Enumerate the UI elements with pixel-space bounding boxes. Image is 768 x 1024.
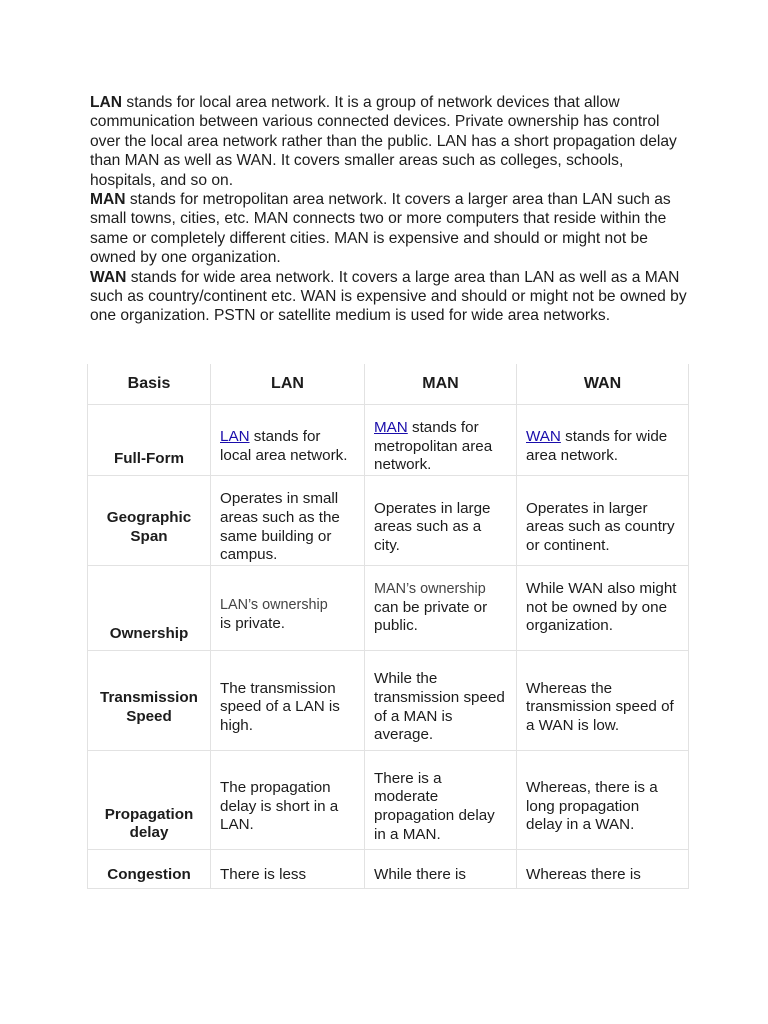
man-term: MAN <box>90 191 126 209</box>
man-ownership-value: can be private or public. <box>374 598 488 635</box>
table-row-propagation-delay <box>88 765 689 849</box>
row-spacer <box>88 475 689 490</box>
table-row-congestion <box>88 864 689 889</box>
man-ownership-label: MAN’s ownership <box>374 581 486 598</box>
lan-term: LAN <box>90 94 123 111</box>
lan-ownership-value: is private. <box>220 615 285 633</box>
comparison-table <box>87 364 689 889</box>
man-description: stands for metropolitan area network. It covers a larger area than LAN such as small towns, cities, etc. MAN connects two or more computers that reside within the same or completely different cities. MAN is expensive and should or might not be owned by one organization. <box>90 191 671 267</box>
wan-term: WAN <box>90 268 127 286</box>
lan-ownership-label: LAN’s ownership <box>220 597 328 614</box>
lan-description: stands for local area network. It is a group of network devices that allow communication between various connected devices. Private ownership has control over the local area network rather than the public. LAN has a short propagation delay than MAN as well as WAN. It covers smaller areas such as colleges, schools, hospitals, and so on. <box>90 94 677 189</box>
cell-man-speed: While the transmission speed of a MAN is average. <box>365 665 517 751</box>
header-wan: WAN <box>517 364 689 405</box>
row-spacer <box>88 751 689 766</box>
basis-full-form: Full-Form <box>88 419 211 475</box>
wan-description: stands for wide area network. It covers a large area than LAN as well as a MAN such as country/continent etc. WAN is expensive and should or might not be owned by one organization. PSTN or satellite medium is used for wide area networks. <box>90 268 687 325</box>
man-full-form-text: stands for metropolitan area network. <box>374 419 493 474</box>
cell-lan-congestion: There is less <box>211 864 365 889</box>
wan-full-form-text: stands for wide area network. <box>526 428 668 464</box>
header-man: MAN <box>365 364 517 405</box>
cell-man-full-form <box>365 419 517 475</box>
row-spacer <box>88 849 689 864</box>
wan-link[interactable]: WAN <box>526 428 561 446</box>
basis-congestion: Congestion <box>88 864 211 889</box>
cell-wan-geographic: Operates in larger areas such as country or continent. <box>517 490 689 566</box>
table-header-row <box>88 364 689 405</box>
lan-link[interactable]: LAN <box>220 428 250 446</box>
wan-paragraph <box>90 268 690 326</box>
cell-man-ownership <box>365 580 517 650</box>
basis-transmission-speed: Transmission Speed <box>88 665 211 751</box>
cell-man-delay: There is a moderate propagation delay in a MAN. <box>365 765 517 849</box>
man-paragraph <box>90 190 690 268</box>
table-row-transmission-speed <box>88 665 689 751</box>
table-row-ownership <box>88 580 689 650</box>
basis-geographic-span: Geographic Span <box>88 490 211 566</box>
cell-man-geographic: Operates in large areas such as a city. <box>365 490 517 566</box>
cell-man-congestion: While there is <box>365 864 517 889</box>
cell-wan-delay: Whereas, there is a long propagation delay in a WAN. <box>517 765 689 849</box>
intro-text <box>90 93 690 326</box>
row-spacer <box>88 405 689 420</box>
lan-full-form-text: stands for local area network. <box>220 428 348 464</box>
basis-ownership: Ownership <box>88 580 211 650</box>
lan-paragraph <box>90 93 690 190</box>
cell-lan-ownership <box>211 580 365 650</box>
man-link[interactable]: MAN <box>374 419 408 436</box>
basis-propagation-delay: Propagation delay <box>88 765 211 849</box>
cell-wan-full-form <box>517 419 689 475</box>
cell-lan-speed: The transmission speed of a LAN is high. <box>211 665 365 751</box>
cell-wan-congestion: Whereas there is <box>517 864 689 889</box>
header-basis: Basis <box>88 364 211 405</box>
row-spacer <box>88 566 689 581</box>
cell-wan-speed: Whereas the transmission speed of a WAN is low. <box>517 665 689 751</box>
row-spacer <box>88 650 689 665</box>
table-row-geographic-span <box>88 490 689 566</box>
cell-lan-geographic: Operates in small areas such as the same building or campus. <box>211 490 365 566</box>
cell-lan-full-form <box>211 419 365 475</box>
cell-wan-ownership: While WAN also might not be owned by one organization. <box>517 580 689 650</box>
table-row-full-form <box>88 419 689 475</box>
header-lan: LAN <box>211 364 365 405</box>
cell-lan-delay: The propagation delay is short in a LAN. <box>211 765 365 849</box>
